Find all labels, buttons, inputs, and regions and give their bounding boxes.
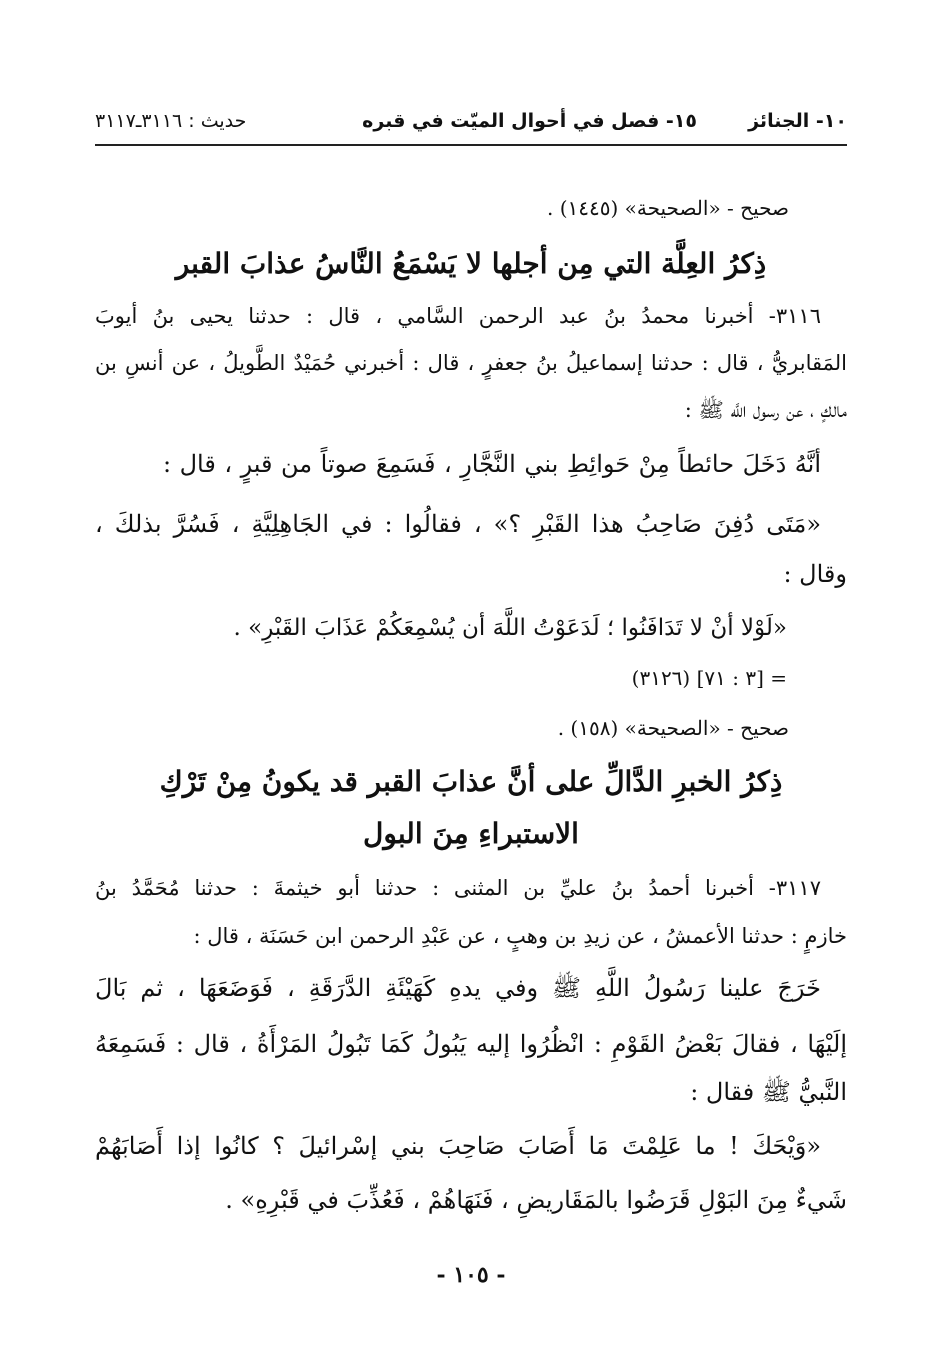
page-number: - ١٠٥ -: [436, 1262, 506, 1288]
matn-line: «وَيْحَكَ ! ما عَلِمْتَ مَا أَصَابَ صَاحِبَ بني إسْرائيلَ ؟ كانُوا إذا أَصَابَهُمْ: [95, 1132, 821, 1160]
header-hadith-range: حديث : ٣١١٦ـ٣١١٧: [95, 110, 247, 132]
isnad-line: ٣١١٧- أخبرنا أحمدُ بنُ عليِّ بن المثنى : حدثنا أبو خيثمةَ : حدثنا مُحَمَّدُ بنُ: [95, 876, 821, 900]
grade-note-1: صحيح - «الصحيحة» (١٤٤٥) .: [546, 196, 789, 220]
isnad-line: خازمٍ : حدثنا الأعمشُ ، عن زيدِ بن وهبٍ ، عن عَبْدِ الرحمن ابن حَسَنَة ، قال :: [193, 924, 847, 948]
header-book-section: ١٠- الجنائز: [748, 110, 847, 132]
isnad-line: المَقابريُّ ، قال : حدثنا إسماعيلُ بنُ جعفرٍ ، قال : أخبرني حُمَيْدٌ الطَّويلُ ، عن أنسِ بن: [95, 351, 847, 375]
section-heading-1: ذِكرُ العِلَّة التي مِن أجلها لا يَسْمَعُ النَّاسُ عذابَ القبر: [175, 247, 767, 280]
matn-line: أنَّهُ دَخَلَ حائطاً مِنْ حَوائِطِ بني النَّجَّارِ ، فَسَمِعَ صوتاً من قبرٍ ، قال :: [163, 450, 821, 478]
isnad-line: مالكٍ ، عن رسول اللَّه ﷺ :: [684, 398, 847, 422]
matn-line: «مَتَى دُفِنَ صَاحِبُ هذا القَبْرِ ؟» ، فقالُوا : في الجَاهِلِيَّةِ ، فَسُرَّ بذلكَ ،: [95, 510, 821, 538]
matn-line: خَرَجَ علينا رَسُولُ اللَّهِ ﷺ وفي يدهِ كَهَيْئَةِ الدَّرَقَةِ ، فَوَضَعَهَا ، ثم بَالَ: [95, 974, 822, 1002]
running-header: [95, 104, 847, 146]
section-heading-2-line: ذِكرُ الخبرِ الدَّالِّ على أنَّ عذابَ القبر قد يكونُ مِنْ تَرْكِ: [159, 765, 783, 798]
matn-line: «لَوْلا أنْ لا تَدَافَنُوا ؛ لَدَعَوْتُ اللَّهَ أن يُسْمِعَكُمْ عَذَابَ القَبْرِ» .: [233, 615, 787, 641]
grade-note-2: صحيح - «الصحيحة» (١٥٨) .: [557, 716, 789, 740]
matn-line: إلَيْهَا ، فقالَ بَعْضُ القَوْمِ : انْظُرُوا إليه يَبُولُ كَمَا تَبُولُ المَرْأَةُ ، قال : فَسَمِعَهُ: [95, 1030, 847, 1058]
isnad-line: ٣١١٦- أخبرنا محمدُ بنُ عبد الرحمن السَّامي ، قال : حدثنا يحيى بنُ أيوبَ: [95, 304, 821, 328]
matn-line: شَيءٌ مِنَ البَوْلِ قَرَضُوا بالمَقَاريضِ ، فَنَهَاهُمْ ، فَعُذِّبَ في قَبْرِهِ» .: [225, 1186, 847, 1214]
matn-line: النَّبيُّ ﷺ فقال :: [690, 1078, 847, 1106]
section-heading-2-line: الاستبراءِ مِنَ البول: [363, 817, 579, 850]
matn-line: وقال :: [783, 560, 847, 588]
header-chapter: ١٥- فصل في أحوال الميّت في قبره: [362, 110, 697, 132]
source-reference: = [٣ : ٧١] (٣١٢٦): [631, 666, 787, 690]
book-page: [95, 0, 847, 1367]
